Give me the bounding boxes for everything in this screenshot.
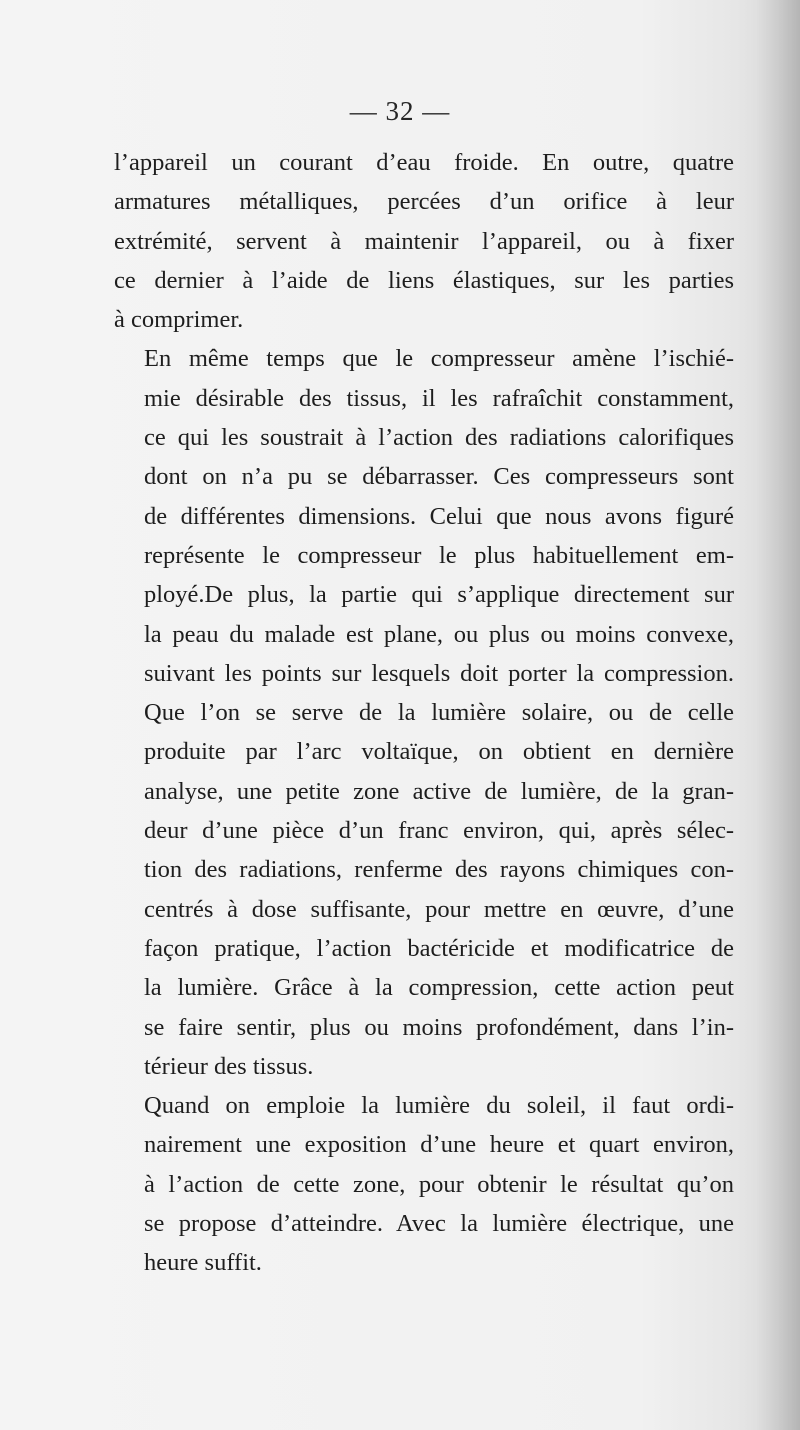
text-line: dont on n’a pu se débarrasser. Ces compresseurs sont [144,463,734,491]
text-line: En même temps que le compresseur amène l’ischié- [144,345,734,373]
text-line: se propose d’atteindre. Avec la lumière électrique, une [144,1210,734,1238]
text-line: centrés à dose suffisante, pour mettre en œuvre, d’une [144,895,734,923]
text-line: la lumière. Grâce à la compression, cette action peut [144,974,734,1002]
text-line: armatures métalliques, percées d’un orifice à leur [114,188,734,216]
text-line: de différentes dimensions. Celui que nous avons figuré [144,502,734,530]
text-line: Que l’on se serve de la lumière solaire, ou de celle [144,699,734,727]
text-line: nairement une exposition d’une heure et quart environ, [144,1131,734,1159]
text-line: analyse, une petite zone active de lumière, de la gran- [144,777,734,805]
text-line: à l’action de cette zone, pour obtenir le résultat qu’on [144,1170,734,1198]
text-line: à comprimer. [114,306,244,334]
text-line: Quand on emploie la lumière du soleil, il faut ordi- [144,1092,734,1120]
page-edge-shadow [756,0,800,1430]
text-line: façon pratique, l’action bactéricide et modificatrice de [144,934,734,962]
text-line: ce qui les soustrait à l’action des radiations calorifiques [144,424,734,452]
text-line: l’appareil un courant d’eau froide. En outre, quatre [114,149,734,176]
text-line: extrémité, servent à maintenir l’appareil, ou à fixer [114,227,734,255]
text-line: suivant les points sur lesquels doit porter la compression. [144,659,734,687]
text-line: deur d’une pièce d’un franc environ, qui, après sélec- [144,817,734,845]
paragraph-2 [114,339,734,693]
text-line: représente le compresseur le plus habituellement em- [144,541,734,569]
text-line: la peau du malade est plane, ou plus ou moins convexe, [144,620,734,648]
text-line: produite par l’arc voltaïque, on obtient en dernière [144,738,734,766]
text-line: térieur des tissus. [144,1052,314,1080]
paragraph-1 [114,143,734,339]
text-line: heure suffit. [144,1249,262,1277]
text-line: ce dernier à l’aide de liens élastiques, sur les parties [114,266,734,294]
page-number: — 32 — [349,96,451,126]
body-text [114,143,734,1283]
paragraph-3 [114,693,734,1086]
text-line: se faire sentir, plus ou moins profondément, dans l’in- [144,1013,734,1041]
text-line: mie désirable des tissus, il les rafraîchit constamment, [144,384,734,412]
paragraph-4 [114,1086,734,1282]
text-line: ployé.De plus, la partie qui s’applique directement sur [144,581,734,609]
text-line: tion des radiations, renferme des rayons chimiques con- [144,856,734,884]
